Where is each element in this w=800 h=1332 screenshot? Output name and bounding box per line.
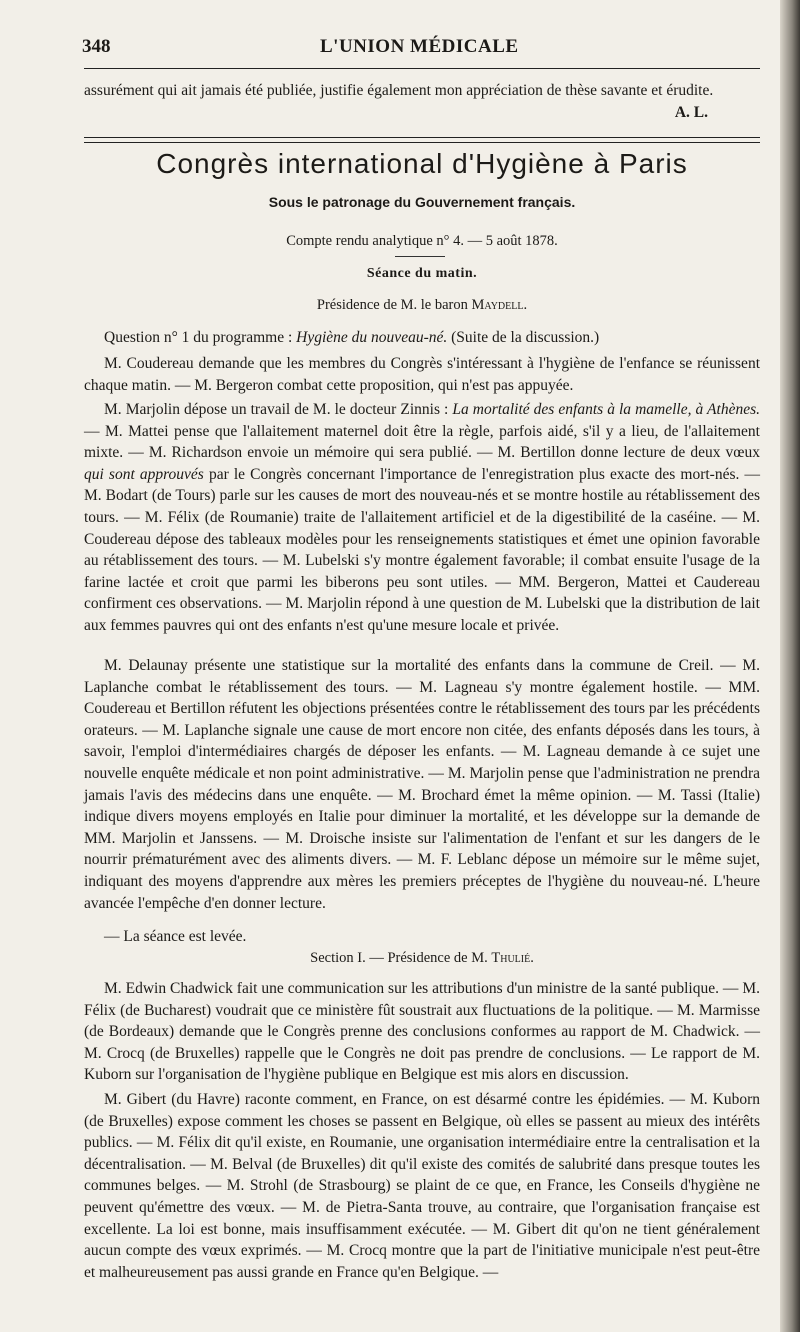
header-rule [84,68,760,69]
section-prefix: Section I. — Présidence de M. [310,950,492,966]
paragraph-delaunay: M. Delaunay présente une statistique sur la mortalité des enfants dans la commune de Creil. — M. Laplanche combat le rétablissement des tours. — M. Lagneau s'y montre également hostile. — MM. Coudereau et Bertillon réfutent les objections présentées contre le rétablissement des tours par les précédents orateurs. — M. Laplanche signale une cause de mort encore non citée, des enfants déposés dans les tours, à savoir, l'emploi d'intermédiaires chargés de déposer les enfants. — M. Lagneau demande à ce sujet une nouvelle enquête médicale et non point administrative. — M. Marjolin pense que l'administration ne prendra jamais l'avis des médecins dans une enquête. — M. Brochard émet la même opinion. — M. Tassi (Italie) indique divers moyens employés en Italie pour diminuer la mortalité, et les développe sur la demande de MM. Marjolin et Janssens. — M. Droische insiste sur l'alimentation de l'enfant et sur les dangers de le nourrir prématurément avec des aliments divers. — M. F. Leblanc dépose un mémoire sur le même sujet, indiquant des moyens d'apprendre aux mères les premiers préceptes de l'hygiène du nouveau-né. L'heure avancée l'empêche d'en donner lecture. [84,657,760,912]
p2-part-a: M. Marjolin dépose un travail de M. le docteur Zinnis : [104,401,453,418]
session-title: Séance du matin. [366,266,478,281]
question-suffix: (Suite de la discussion.) [447,329,600,346]
congress-title: Congrès international d'Hygiène à Paris [156,148,688,179]
report-rule [395,256,445,257]
p2-italic-a: La mortalité des enfants à la mamelle, à Athènes. [452,401,760,418]
paragraph-gibert: M. Gibert (du Havre) raconte comment, en France, on est désarmé contre les épidémies. — M. Kuborn (de Bruxelles) expose comment les choses se passent en Belgique, où elles se passent au mieux des intérêts publics. — M. Félix dit qu'il existe, en Roumanie, une organisation intermédiaire entre la centralisation et la décentralisation. — M. Belval (de Bruxelles) dit qu'il existe des comités de salubrité dans presque toutes les communes belges. — M. Strohl (de Strasbourg) se plaint de ce que, en France, les Conseils d'hygiène ne peuvent qu'émettre des vœux. — M. de Pietra-Santa trouve, au contraire, que l'organisation française est excellente. La loi est bonne, mais insuffisamment exécutée. — M. Gibert dit qu'on ne tient généralement aucun compte des vœux exprimés. — M. Crocq montre que la part de l'initiative municipale n'est peut-être et malheureusement pas aussi grande en France qu'en Belgique. — [84,1091,760,1281]
session-closed: — La séance est levée. [104,928,247,945]
running-header [82,36,762,66]
presidency-prefix: Présidence de M. le baron [316,297,472,313]
carryover-paragraph: assurément qui ait jamais été publiée, justifie également mon appréciation de thèse savante et érudite. [84,82,714,99]
paragraph-chadwick: M. Edwin Chadwick fait une communication sur les attributions d'un ministre de la santé publique. — M. Félix (de Bucharest) voudrait que ce ministère fût soustrait aux fluctuations de la politique. — M. Marmisse (de Bordeaux) demande que le Congrès prenne des conclusions conformes au rapport de M. Chadwick. — M. Crocq (de Bruxelles) rappelle que le Congrès ne doit pas prendre de conclusions. — Le rapport de M. Kuborn sur l'organisation de l'hygiène publique en Belgique est mis alors en discussion. [84,980,760,1084]
section-heading [84,950,760,967]
paragraph-marjolin [84,399,760,637]
report-line: Compte rendu analytique n° 4. — 5 août 1878. [286,233,558,249]
page-binding-edge [780,0,800,1332]
page-number: 348 [82,36,111,57]
journal-title: L'UNION MÉDICALE [320,36,519,57]
presidency-line [84,297,760,314]
question-prefix: Question n° 1 du programme : [104,329,297,346]
question-topic: Hygiène du nouveau-né. [296,329,448,346]
presidency-name: Maydell. [471,297,528,313]
question-line [84,327,760,349]
carryover-signature: A. L. [674,104,708,121]
p2-part-c: par le Congrès concernant l'importance de l'enregistration plus exacte des mort-nés. — M. Bodart (de Tours) parle sur les causes de mort des nouveau-nés et se montre hostile au rétablissement des tours. — M. Félix (de Roumanie) traite de l'allaitement artificiel et de la digestibilité de la caséine. — M. Coudereau dépose des tableaux modèles pour les renseignements statistiques et émet une opinion favorable au rétablissement des tours. — M. Lubelski s'y montre également favorable; il combat ensuite l'usage de la farine lactée et croit que parmi les biberons peu sont utiles. — MM. Bergeron, Mattei et Caudereau confirment ces observations. — M. Marjolin répond à une question de M. Lubelski que la distribution de lait aux femmes pauvres qui ont des enfants n'est qu'une mesure locale et privée. [84,465,760,634]
section-double-rule [84,137,760,143]
paragraph-coudereau: M. Coudereau demande que les membres du Congrès s'intéressant à l'hygiène de l'enfance se réunissent chaque matin. — M. Bergeron combat cette proposition, qui n'est pas appuyée. [84,355,760,394]
section-president: Thulié. [491,950,534,966]
patronage-line: Sous le patronage du Gouvernement français. [268,194,576,210]
p2-italic-b: qui sont approuvés [84,465,204,483]
p2-part-b: — M. Mattei pense que l'allaitement maternel doit être la règle, parfois aidé, s'il y a lieu, de l'allaitement mixte. — M. Richardson envoie un mémoire qui sera publié. — M. Bertillon donne lecture de deux vœux [84,422,760,462]
